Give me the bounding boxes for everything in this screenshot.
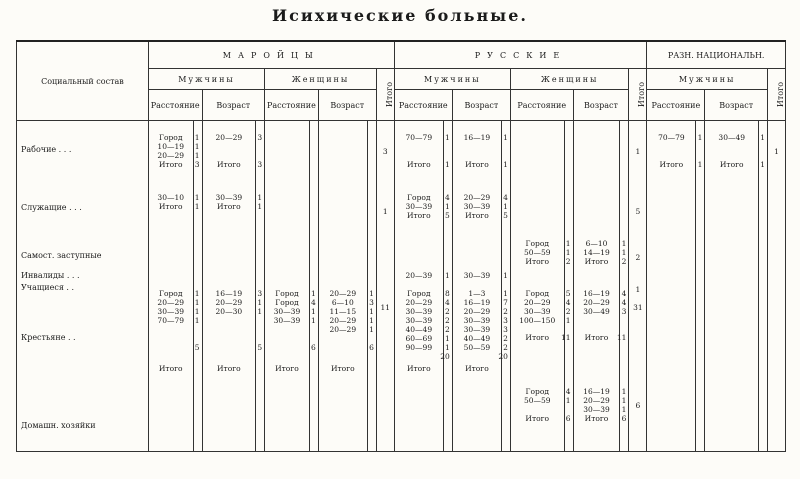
data-value: Итого — [525, 257, 550, 266]
count-value: 1 — [194, 289, 200, 298]
data-value: Итого — [525, 333, 550, 342]
count-value: 2 — [445, 316, 450, 325]
count-value: 1 — [503, 271, 508, 280]
data-column — [705, 121, 759, 452]
data-value: 30—39 — [523, 307, 551, 316]
data-value: Итого — [406, 160, 431, 169]
statistics-table — [16, 40, 786, 452]
category-label: Инвалиды . . . — [21, 271, 80, 280]
category-total: 6 — [635, 401, 641, 410]
count-value: 20 — [440, 352, 450, 361]
data-value: 30—39 — [463, 325, 491, 334]
data-column — [318, 121, 367, 452]
count-value: 6 — [565, 414, 571, 423]
count-value: 2 — [445, 325, 450, 334]
count-value: 4 — [445, 193, 450, 202]
data-value: Итого — [275, 364, 299, 373]
category-total: 1 — [635, 285, 641, 294]
count-value: 5 — [194, 343, 200, 352]
count-value: 1 — [257, 307, 263, 316]
count-value: 1 — [565, 396, 571, 405]
category-column — [17, 121, 149, 452]
data-value: 20—29 — [463, 307, 491, 316]
count-value: 4 — [445, 298, 450, 307]
data-value: 20—29 — [463, 193, 491, 202]
category-total: 1 — [774, 147, 779, 156]
data-value: Итого — [465, 160, 489, 169]
age-header: Возраст — [452, 90, 510, 121]
count-value: 1 — [445, 133, 450, 142]
data-value: 20—29 — [215, 133, 243, 142]
count-value: 3 — [257, 289, 263, 298]
data-value: 11—15 — [329, 307, 357, 316]
data-value: 30—39 — [463, 202, 491, 211]
data-value: Итого — [659, 160, 684, 169]
count-value: 2 — [565, 257, 571, 266]
data-value: Итого — [217, 160, 241, 169]
data-value: 100—150 — [519, 316, 556, 325]
category-total: 2 — [635, 253, 641, 262]
table-title: Исихические больные. — [272, 6, 528, 25]
count-value: 1 — [621, 396, 627, 405]
data-value: Город — [525, 239, 549, 248]
count-column — [759, 121, 768, 452]
count-value: 1 — [697, 160, 703, 169]
data-value: 1—3 — [468, 289, 486, 298]
count-value: 3 — [621, 307, 627, 316]
age-header: Возраст — [573, 90, 629, 121]
count-value: 1 — [257, 202, 263, 211]
data-value: Итого — [465, 364, 489, 373]
data-value: 30—39 — [463, 271, 491, 280]
category-label: Крестьяне . . — [21, 333, 76, 342]
count-value: 4 — [565, 387, 571, 396]
count-value: 4 — [565, 298, 571, 307]
count-value: 1 — [310, 289, 316, 298]
data-value: 30—39 — [273, 316, 301, 325]
count-value: 7 — [503, 298, 508, 307]
category-total: 1 — [382, 207, 388, 216]
count-value: 1 — [621, 248, 627, 257]
count-value: 1 — [194, 298, 200, 307]
count-value: 3 — [503, 325, 508, 334]
data-value: 40—49 — [463, 334, 491, 343]
data-value: 10—19 — [157, 142, 185, 151]
group-header-other: РАЗН. НАЦИОНАЛЬН. — [647, 41, 786, 69]
count-value: 1 — [445, 343, 450, 352]
data-value: Город — [275, 298, 299, 307]
mari-female-header: Женщины — [265, 69, 377, 90]
category-label: Учащиеся . . — [21, 283, 75, 292]
data-value: 20—29 — [523, 298, 551, 307]
data-value: 20—29 — [329, 316, 357, 325]
count-value: 4 — [621, 289, 627, 298]
data-value: 20—29 — [329, 325, 357, 334]
count-value: 3 — [257, 160, 263, 169]
data-value: 14—19 — [583, 248, 610, 257]
count-value: 2 — [503, 343, 508, 352]
data-value: Итого — [525, 414, 550, 423]
distance-header: Расстояние — [510, 90, 573, 121]
count-value: 1 — [369, 325, 374, 334]
data-value: 30—49 — [718, 133, 746, 142]
data-value: Итого — [330, 364, 355, 373]
data-value: 30—39 — [405, 307, 433, 316]
data-value: 90—99 — [405, 343, 433, 352]
count-value: 1 — [310, 307, 316, 316]
data-column — [148, 121, 193, 452]
count-value: 1 — [194, 133, 200, 142]
count-value: 3 — [369, 298, 374, 307]
data-value: 30—39 — [405, 202, 433, 211]
data-value: Итого — [217, 364, 241, 373]
data-value: 16—19 — [463, 298, 491, 307]
data-value: 30—49 — [583, 307, 610, 316]
data-value: 16—19 — [583, 387, 610, 396]
count-value: 1 — [194, 307, 200, 316]
count-value: 1 — [621, 239, 627, 248]
count-value: 1 — [257, 298, 263, 307]
count-value: 5 — [257, 343, 263, 352]
data-column — [394, 121, 443, 452]
total-column — [376, 121, 394, 452]
total-column — [629, 121, 647, 452]
data-value: 20—39 — [405, 271, 433, 280]
count-value: 1 — [194, 193, 200, 202]
data-value: 60—69 — [405, 334, 433, 343]
count-value: 1 — [697, 133, 703, 142]
distance-header: Расстояние — [265, 90, 319, 121]
count-value: 1 — [621, 387, 627, 396]
count-value: 1 — [760, 160, 765, 169]
count-value: 1 — [760, 133, 765, 142]
data-value: 50—59 — [523, 248, 551, 257]
count-column — [440, 121, 452, 452]
data-value: 70—79 — [157, 316, 185, 325]
count-column — [256, 121, 265, 452]
russian-total-header: Итого — [629, 69, 647, 121]
count-value: 6 — [369, 343, 374, 352]
count-column — [367, 121, 376, 452]
count-column — [616, 121, 629, 452]
data-value: 16—19 — [463, 133, 491, 142]
age-header: Возраст — [202, 90, 265, 121]
data-value: 70—79 — [658, 133, 685, 142]
age-header: Возраст — [318, 90, 376, 121]
count-value: 1 — [503, 160, 508, 169]
data-value: Город — [159, 133, 183, 142]
data-value: Итого — [719, 160, 744, 169]
data-value: Итого — [158, 202, 183, 211]
data-value: Итого — [584, 414, 609, 423]
data-column — [202, 121, 256, 452]
count-value: 4 — [621, 298, 627, 307]
data-value: Город — [407, 193, 431, 202]
category-total: 3 — [382, 147, 388, 156]
data-column — [573, 121, 620, 452]
mari-male-header: Мужчины — [148, 69, 264, 90]
distance-header: Расстояние — [394, 90, 452, 121]
data-value: Город — [407, 289, 431, 298]
count-value: 8 — [445, 289, 450, 298]
other-male-header: Мужчины — [647, 69, 768, 90]
data-value: Итого — [406, 364, 431, 373]
count-column — [560, 121, 573, 452]
count-column — [193, 121, 202, 452]
count-value: 11 — [616, 333, 627, 342]
count-value: 11 — [560, 333, 571, 342]
count-value: 4 — [503, 193, 508, 202]
russian-female-header: Женщины — [510, 69, 628, 90]
count-value: 1 — [257, 193, 263, 202]
count-value: 2 — [445, 307, 450, 316]
count-column — [309, 121, 318, 452]
data-value: Итого — [584, 257, 609, 266]
data-value: 30—39 — [215, 193, 243, 202]
count-value: 1 — [445, 334, 450, 343]
count-value: 1 — [445, 202, 450, 211]
count-value: 5 — [503, 211, 508, 220]
count-value: 6 — [310, 343, 316, 352]
category-label: Служащие . . . — [21, 203, 82, 212]
count-value: 1 — [503, 289, 508, 298]
count-value: 1 — [194, 151, 200, 160]
data-value: 20—29 — [583, 396, 610, 405]
data-value: 20—29 — [329, 289, 357, 298]
data-value: 16—19 — [583, 289, 610, 298]
data-value: 20—29 — [157, 298, 185, 307]
count-value: 2 — [503, 334, 508, 343]
data-value: Итого — [465, 211, 489, 220]
data-value: 20—30 — [215, 307, 243, 316]
group-header-russian: РУССКИЕ — [394, 41, 647, 69]
category-total: 11 — [380, 303, 391, 312]
data-value: 6—10 — [331, 298, 354, 307]
total-column — [767, 121, 785, 452]
count-value: 1 — [621, 405, 627, 414]
count-value: 1 — [445, 271, 450, 280]
count-column — [696, 121, 705, 452]
data-value: Итого — [158, 160, 183, 169]
data-column — [265, 121, 310, 452]
count-value: 1 — [310, 316, 316, 325]
data-value: 20—29 — [157, 151, 185, 160]
count-value: 6 — [621, 414, 627, 423]
count-value: 1 — [194, 316, 200, 325]
data-column — [647, 121, 696, 452]
count-column — [498, 121, 511, 452]
count-value: 2 — [503, 307, 508, 316]
count-value: 2 — [621, 257, 627, 266]
data-value: 30—39 — [583, 405, 610, 414]
count-value: 3 — [503, 316, 508, 325]
count-value: 1 — [445, 160, 450, 169]
count-value: 1 — [565, 248, 571, 257]
count-value: 4 — [310, 298, 316, 307]
data-value: Город — [275, 289, 299, 298]
data-value: 30—39 — [273, 307, 301, 316]
data-value: 20—29 — [215, 298, 243, 307]
data-value: 30—10 — [157, 193, 185, 202]
data-value: 20—29 — [405, 298, 433, 307]
data-value: Итого — [158, 364, 183, 373]
count-value: 1 — [565, 316, 571, 325]
count-value: 1 — [503, 202, 508, 211]
count-value: 1 — [503, 133, 508, 142]
data-value: 50—59 — [463, 343, 491, 352]
count-value: 5 — [445, 211, 450, 220]
count-value: 1 — [565, 239, 571, 248]
data-column — [452, 121, 501, 452]
count-value: 1 — [194, 142, 200, 151]
count-value: 2 — [565, 307, 571, 316]
data-value: Итого — [584, 333, 609, 342]
data-value: Итого — [217, 202, 241, 211]
data-value: 16—19 — [215, 289, 243, 298]
category-total: 1 — [635, 147, 641, 156]
age-header: Возраст — [705, 90, 768, 121]
data-value: 6—10 — [585, 239, 608, 248]
other-total-header: Итого — [767, 69, 785, 121]
data-value: 30—39 — [405, 316, 433, 325]
data-column — [510, 121, 564, 452]
count-value: 1 — [194, 202, 200, 211]
data-value: Город — [159, 289, 183, 298]
count-value: 5 — [565, 289, 571, 298]
category-label: Самост. заступные — [21, 251, 102, 260]
data-value: Итого — [406, 211, 431, 220]
data-value: Город — [525, 387, 549, 396]
data-value: 40—49 — [405, 325, 433, 334]
class-col-header: Социальный состав — [17, 41, 149, 121]
data-value: 30—39 — [463, 316, 491, 325]
count-value: 1 — [369, 289, 374, 298]
count-value: 3 — [257, 133, 263, 142]
data-value: 30—39 — [157, 307, 185, 316]
data-value: 20—29 — [583, 298, 610, 307]
data-value: Город — [525, 289, 549, 298]
category-label: Рабочие . . . — [21, 145, 72, 154]
group-header-mari: МАРОЙЦЫ — [148, 41, 394, 69]
distance-header: Расстояние — [647, 90, 705, 121]
count-value: 1 — [369, 316, 374, 325]
data-value: 70—79 — [405, 133, 433, 142]
category-label: Домашн. хозяйки — [21, 421, 96, 430]
count-value: 3 — [194, 160, 200, 169]
count-value: 1 — [369, 307, 374, 316]
data-value: 50—59 — [523, 396, 551, 405]
count-value: 20 — [498, 352, 508, 361]
russian-male-header: Мужчины — [394, 69, 510, 90]
mari-total-header: Итого — [376, 69, 394, 121]
distance-header: Расстояние — [148, 90, 202, 121]
category-total: 5 — [635, 207, 641, 216]
category-total: 31 — [633, 303, 643, 312]
